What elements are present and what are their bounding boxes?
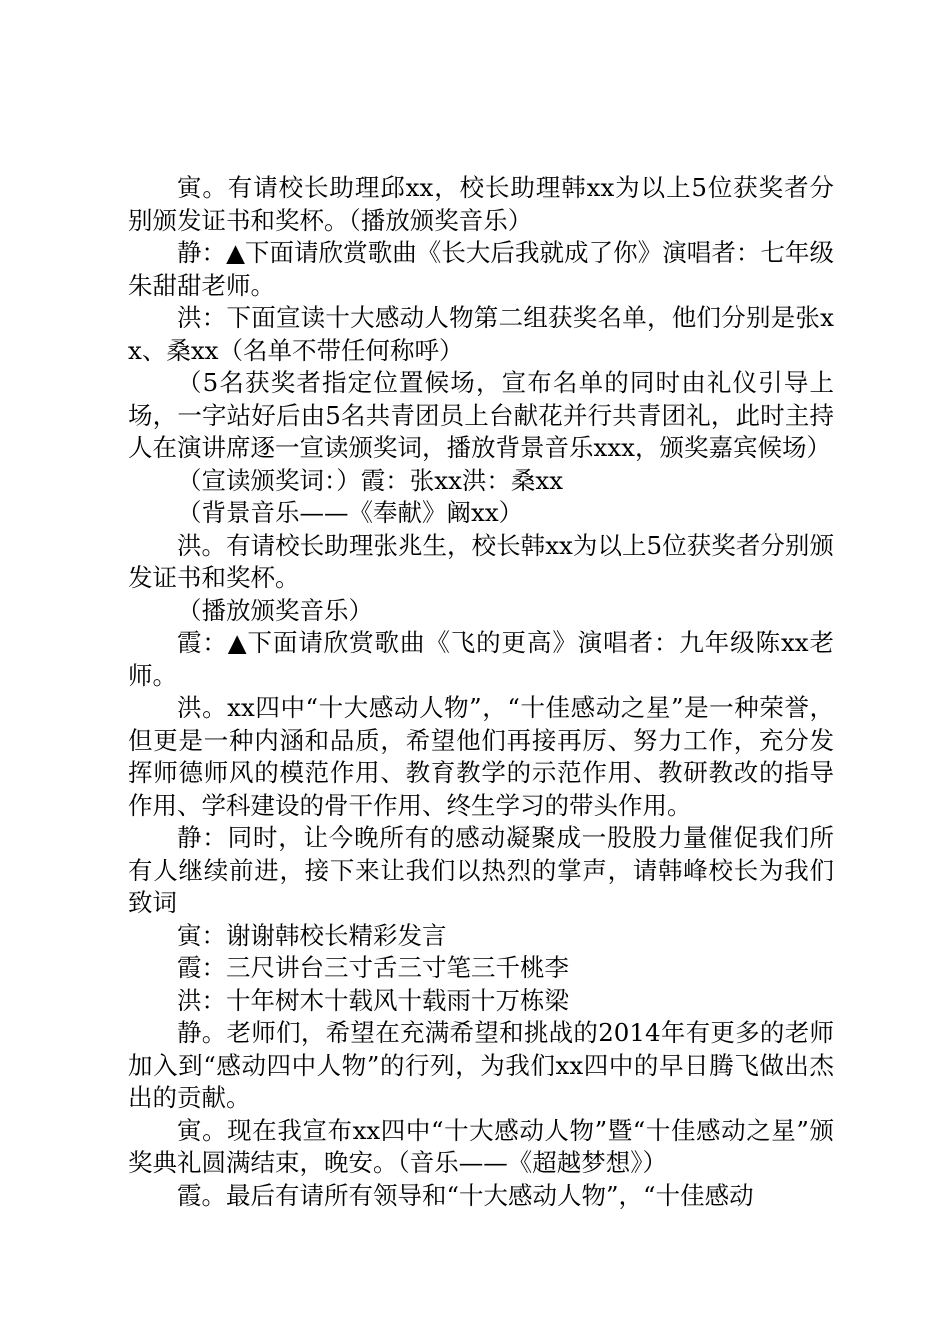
paragraph: 寅。有请校长助理邱xx，校长助理韩xx为以上5位获奖者分别颁发证书和奖杯。（播放颁奖音乐） [128,173,834,235]
paragraph: （背景音乐——《奉献》阚xx） [177,498,524,527]
paragraph: 霞。最后有请所有领导和“十大感动人物”，“十佳感动 [177,1180,754,1210]
paragraph: 霞：▲下面请欣赏歌曲《飞的更高》演唱者：九年级陈xx老师。 [128,628,834,690]
paragraph: 寅：谢谢韩校长精彩发言 [177,920,447,950]
paragraph: 洪。有请校长助理张兆生，校长韩xx为以上5位获奖者分别颁发证书和奖杯。 [128,530,834,592]
paragraph: 寅。现在我宣布xx四中“十大感动人物”暨“十佳感动之星”颁奖典礼圆满结束，晚安。（音乐——《超越梦想》） [128,1115,834,1177]
paragraph: （宣读颁奖词：）霞：张xx洪：桑xx [177,465,564,495]
paragraph: （播放颁奖音乐） [177,595,373,625]
paragraph: 洪：下面宣读十大感动人物第二组获奖名单，他们分别是张xx、桑xx（名单不带任何称呼） [128,303,834,365]
paragraph: 洪。xx四中“十大感动人物”，“十佳感动之星”是一种荣誉，但更是一种内涵和品质，希望他们再接再厉、努力工作，充分发挥师德师风的模范作用、教育教学的示范作用、教研教改的指导作用、学科建设的骨干作用、终生学习的带头作用。 [128,693,834,820]
paragraph: 静：同时，让今晚所有的感动凝聚成一股股力量催促我们所有人继续前进，接下来让我们以热烈的掌声，请韩峰校长为我们致词 [128,823,834,917]
document-body [128,172,834,1212]
paragraph: 静：▲下面请欣赏歌曲《长大后我就成了你》演唱者：七年级朱甜甜老师。 [128,238,834,300]
paragraph: 霞：三尺讲台三寸舌三寸笔三千桃李 [177,953,569,982]
paragraph: （5名获奖者指定位置候场，宣布名单的同时由礼仪引导上场，一字站好后由5名共青团员上台献花并行共青团礼，此时主持人在演讲席逐一宣读颁奖词，播放背景音乐xxx，颁奖嘉宾候场） [128,368,834,462]
paragraph: 静。老师们，希望在充满希望和挑战的2014年有更多的老师加入到“感动四中人物”的行列，为我们xx四中的早日腾飞做出杰出的贡献。 [128,1018,834,1112]
paragraph: 洪：十年树木十载风十载雨十万栋梁 [177,985,569,1015]
